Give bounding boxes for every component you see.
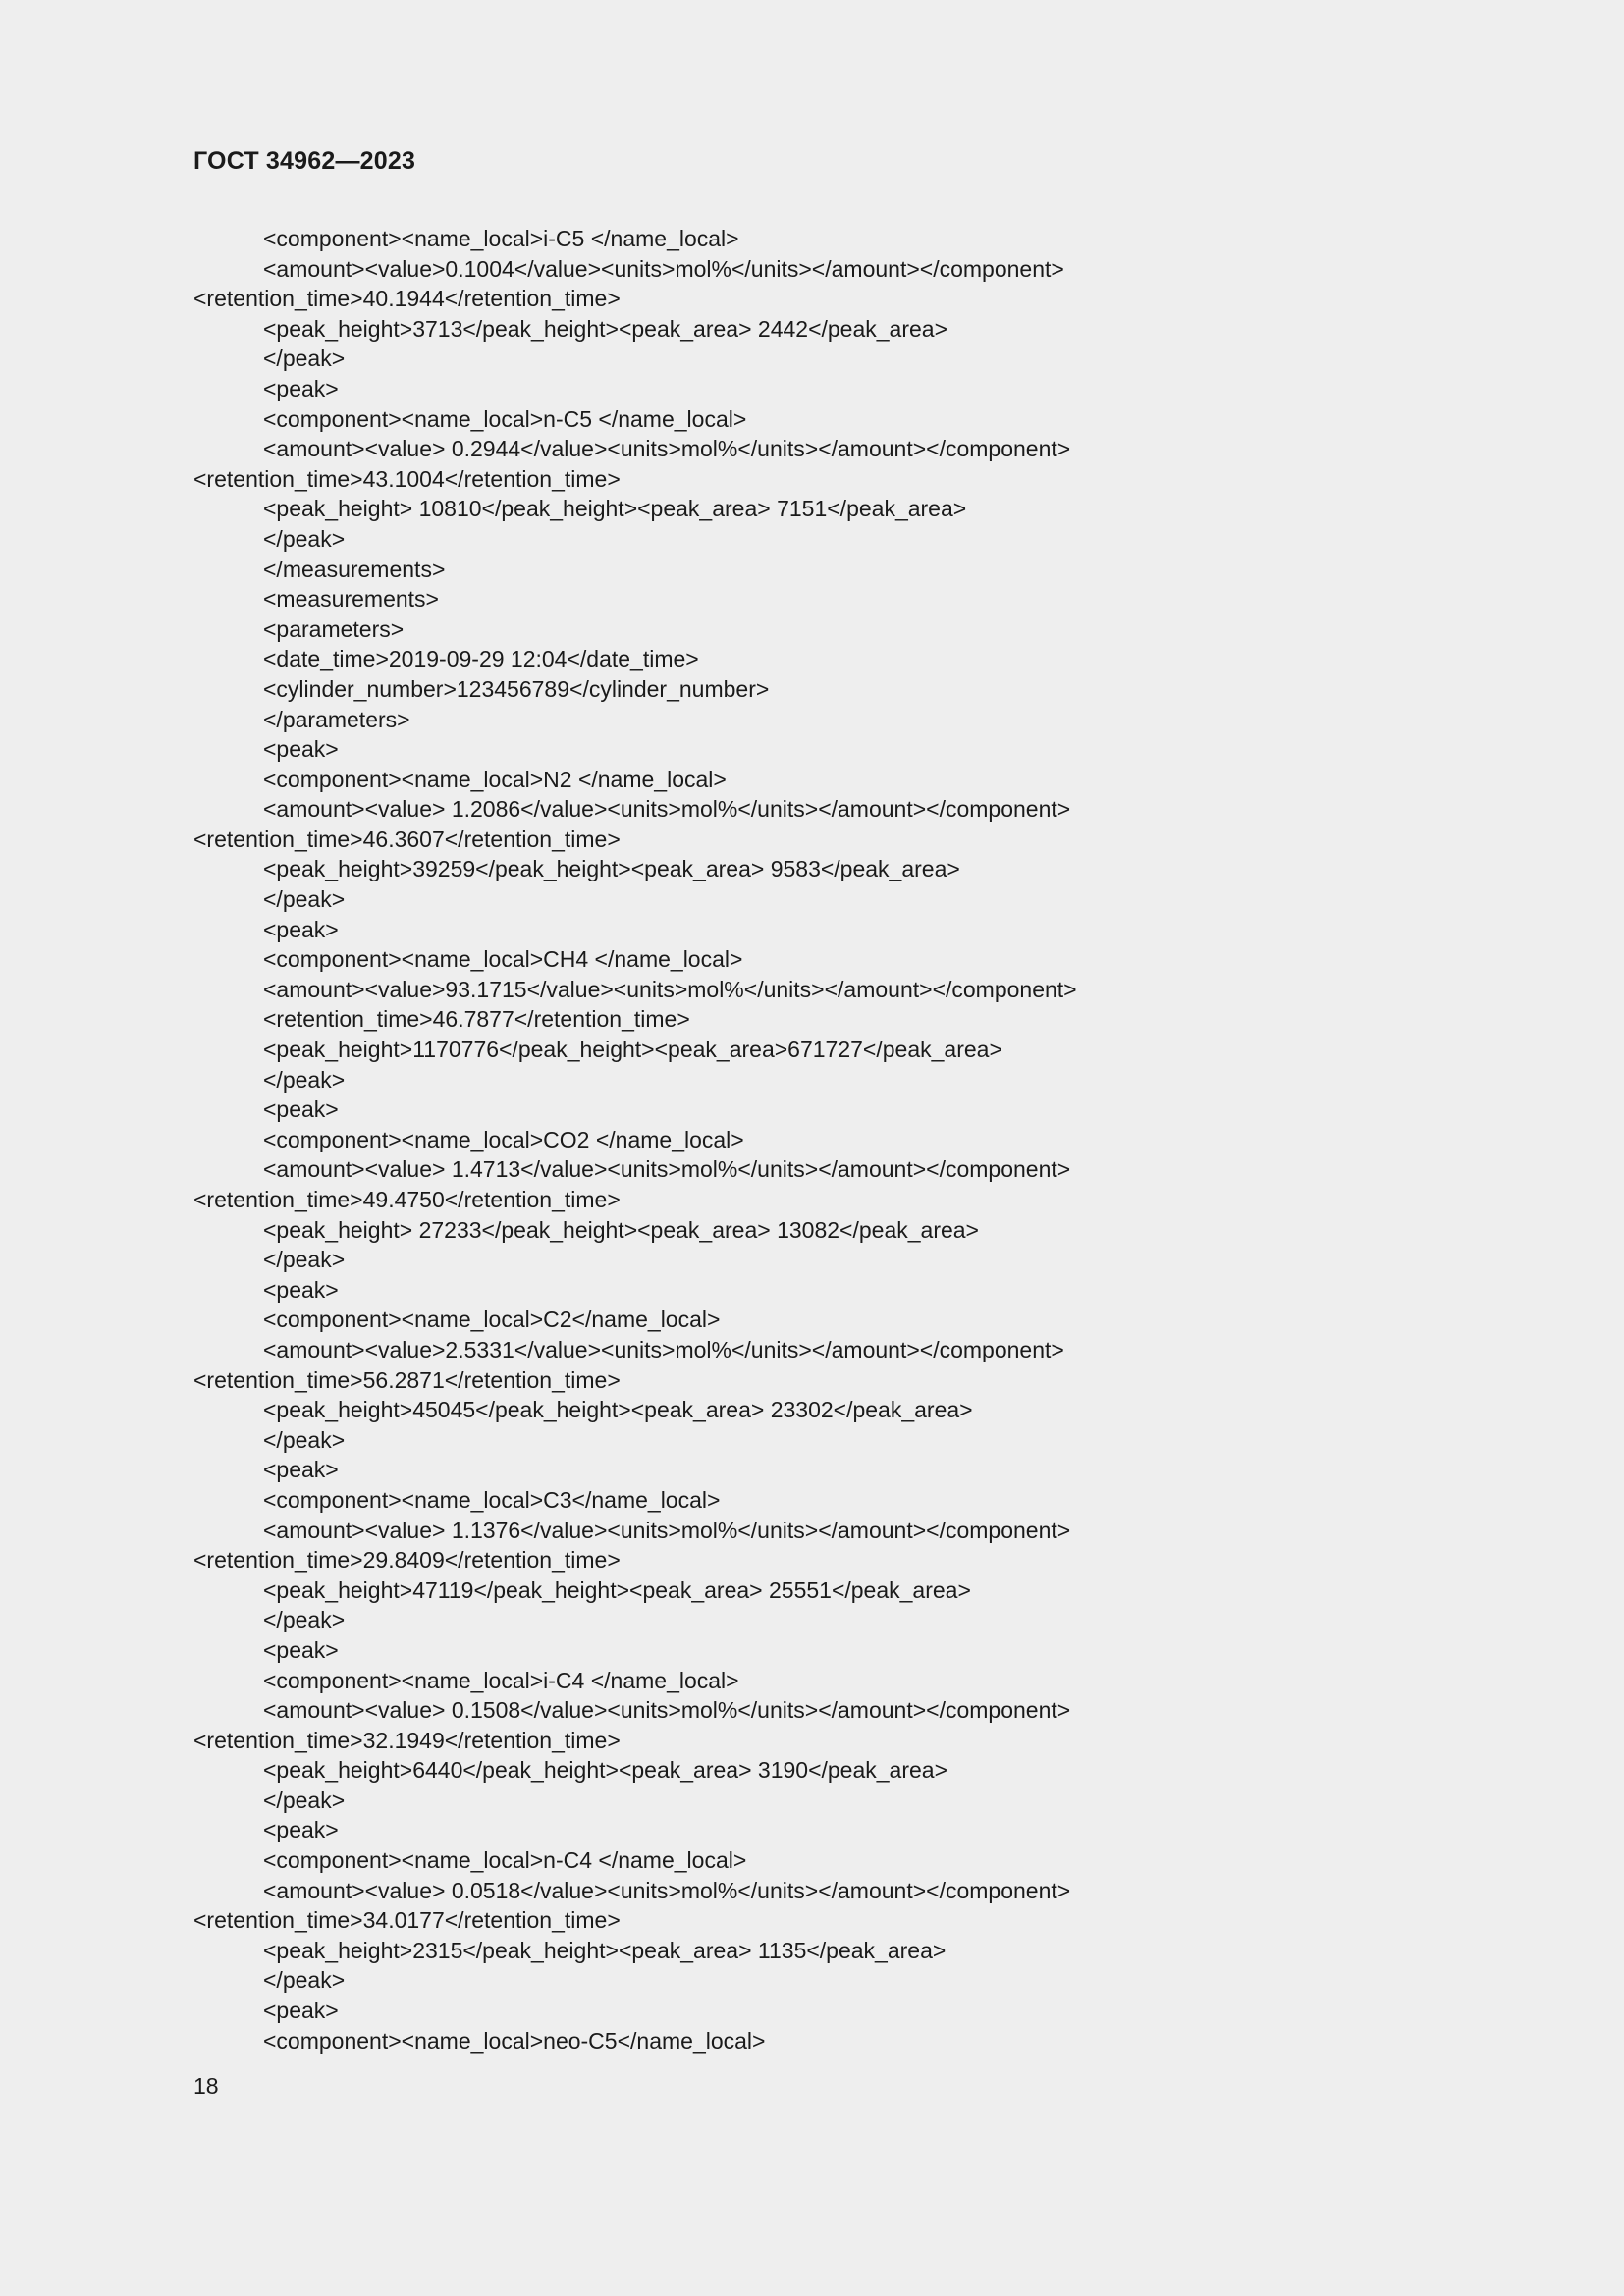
page-header: ГОСТ 34962—2023 xyxy=(193,147,416,175)
xml-line: <peak_height>3713</peak_height><peak_area> 2442</peak_area> xyxy=(263,315,948,342)
xml-line: <component><name_local>CO2 </name_local> xyxy=(263,1126,744,1152)
xml-line: <peak_height>45045</peak_height><peak_area> 23302</peak_area> xyxy=(263,1397,973,1423)
xml-line: </parameters> xyxy=(263,706,410,732)
xml-line: </peak> xyxy=(263,1607,346,1633)
xml-line: <amount><value> 1.4713</value><units>mol%</units></amount></component> xyxy=(263,1156,1071,1183)
xml-line: <peak> xyxy=(263,375,339,401)
xml-line: <amount><value> 1.1376</value><units>mol%</units></amount></component> xyxy=(263,1517,1071,1543)
xml-line: <peak> xyxy=(263,916,339,942)
xml-line: <amount><value>0.1004</value><units>mol%</units></amount></component> xyxy=(263,255,1064,282)
xml-line: </peak> xyxy=(263,525,346,552)
xml-line: <peak> xyxy=(263,1457,339,1483)
xml-line: <amount><value> 1.2086</value><units>mol%</units></amount></component> xyxy=(263,796,1071,823)
xml-line: </peak> xyxy=(263,1967,346,1994)
xml-line: </peak> xyxy=(263,346,346,372)
xml-line: </peak> xyxy=(263,1787,346,1813)
xml-line: <date_time>2019-09-29 12:04</date_time> xyxy=(263,646,699,672)
xml-line: <retention_time>32.1949</retention_time> xyxy=(193,1727,621,1753)
xml-line: <retention_time>46.7877</retention_time> xyxy=(263,1006,690,1033)
xml-line: <peak_height>6440</peak_height><peak_area> 3190</peak_area> xyxy=(263,1757,948,1784)
page-number: 18 xyxy=(193,2073,219,2099)
xml-line: <component><name_local>C3</name_local> xyxy=(263,1486,721,1513)
xml-line: <component><name_local>neo-C5</name_local> xyxy=(263,2027,766,2054)
xml-line: <parameters> xyxy=(263,615,405,642)
xml-line: <component><name_local>CH4 </name_local> xyxy=(263,946,743,973)
xml-line: </peak> xyxy=(263,886,346,913)
xml-listing xyxy=(193,224,1431,2056)
xml-line: <peak_height> 27233</peak_height><peak_area> 13082</peak_area> xyxy=(263,1216,979,1243)
xml-line: <retention_time>34.0177</retention_time> xyxy=(193,1907,621,1934)
xml-line: <peak> xyxy=(263,1276,339,1303)
xml-line: <retention_time>46.3607</retention_time> xyxy=(193,826,621,852)
xml-line: </peak> xyxy=(263,1066,346,1093)
xml-line: <amount><value> 0.2944</value><units>mol%</units></amount></component> xyxy=(263,436,1071,462)
xml-line: <measurements> xyxy=(263,586,439,613)
xml-line: <peak_height>1170776</peak_height><peak_area>671727</peak_area> xyxy=(263,1037,1002,1063)
xml-line: <retention_time>43.1004</retention_time> xyxy=(193,465,621,492)
xml-line: <retention_time>40.1944</retention_time> xyxy=(193,286,621,312)
xml-line: <peak_height>39259</peak_height><peak_area> 9583</peak_area> xyxy=(263,856,960,882)
xml-line: </measurements> xyxy=(263,556,446,582)
xml-line: <cylinder_number>123456789</cylinder_number> xyxy=(263,675,770,702)
xml-line: <peak> xyxy=(263,1998,339,2024)
xml-line: <peak> xyxy=(263,1636,339,1663)
xml-line: <peak_height> 10810</peak_height><peak_area> 7151</peak_area> xyxy=(263,496,967,522)
xml-line: <retention_time>29.8409</retention_time> xyxy=(193,1547,621,1574)
xml-line: <peak> xyxy=(263,1817,339,1843)
xml-line: <peak> xyxy=(263,736,339,763)
xml-line: <component><name_local>i-C5 </name_local> xyxy=(263,226,739,251)
xml-line: <amount><value> 0.1508</value><units>mol%</units></amount></component> xyxy=(263,1697,1071,1724)
xml-line: <amount><value>2.5331</value><units>mol%</units></amount></component> xyxy=(263,1336,1064,1362)
xml-line: <component><name_local>n-C5 </name_local> xyxy=(263,405,747,432)
xml-line: <peak_height>2315</peak_height><peak_area> 1135</peak_area> xyxy=(263,1937,947,1963)
xml-line: <component><name_local>N2 </name_local> xyxy=(263,766,727,792)
xml-line: <retention_time>56.2871</retention_time> xyxy=(193,1366,621,1393)
xml-line: <component><name_local>C2</name_local> xyxy=(263,1307,721,1333)
xml-line: <peak> xyxy=(263,1096,339,1123)
xml-line: <peak_height>47119</peak_height><peak_area> 25551</peak_area> xyxy=(263,1576,971,1603)
xml-line: </peak> xyxy=(263,1247,346,1273)
xml-line: <retention_time>49.4750</retention_time> xyxy=(193,1187,621,1212)
xml-line: <amount><value> 0.0518</value><units>mol%</units></amount></component> xyxy=(263,1877,1071,1903)
xml-line: <amount><value>93.1715</value><units>mol%</units></amount></component> xyxy=(263,976,1077,1002)
xml-line: <component><name_local>n-C4 </name_local> xyxy=(263,1847,747,1874)
xml-line: <component><name_local>i-C4 </name_local> xyxy=(263,1667,739,1693)
xml-line: </peak> xyxy=(263,1426,346,1453)
